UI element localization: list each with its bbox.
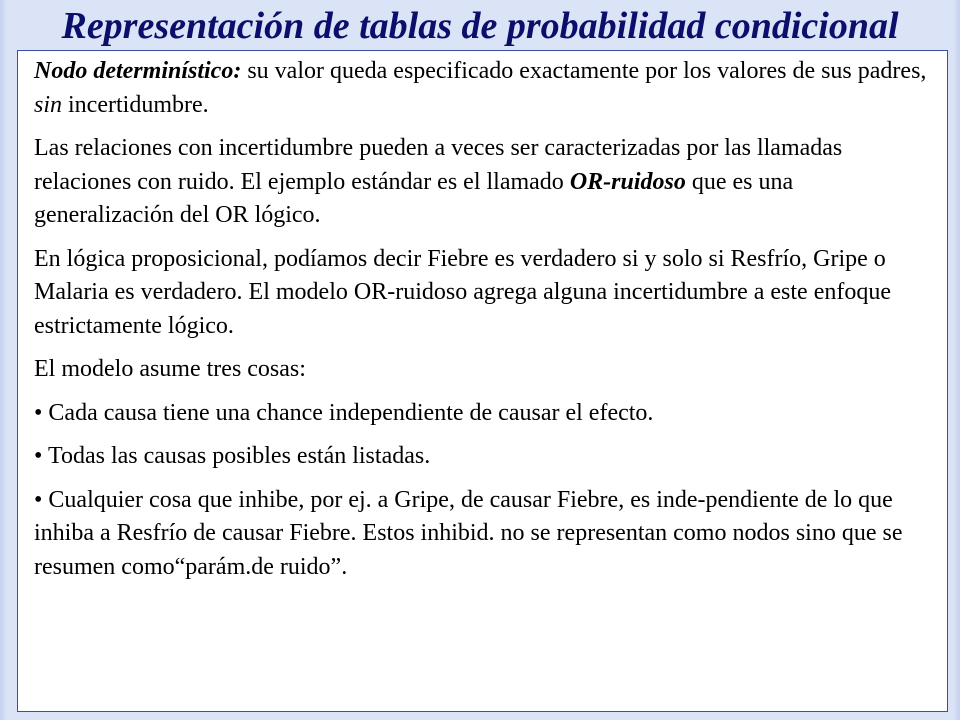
bullet-text: Cualquier cosa que inhibe, por ej. a Gripe, de causar Fiebre, es inde-pendiente de lo que inhiba a Resfrío de causar Fiebre. Estos inhibid. no se representan como nodos sino que se resumen como“parám.de ruido”.: [34, 486, 903, 580]
bullet-item-2: [34, 440, 933, 474]
bullet-mark: •: [34, 399, 49, 426]
bullet-mark: •: [34, 486, 49, 513]
p1-text-a: su valor queda especificado exactamente por los valores de sus padres,: [241, 58, 927, 84]
p2-text-b: que es una generalización del OR lógico.: [34, 168, 794, 228]
bullet-text: Todas las causas posibles están listadas.: [47, 443, 431, 469]
term-noisy-or: OR-ruidoso: [569, 168, 686, 195]
slide-title: Representación de tablas de probabilidad condicional: [61, 5, 899, 47]
paragraph-deterministic-node: [34, 55, 933, 122]
term-deterministic-node: Nodo determinístico:: [34, 58, 242, 84]
paragraph-propositional-logic: En lógica proposicional, podíamos decir Fiebre es verdadero si y solo si Resfrío, Gripe o Malaria es verdadero. El modelo OR-ruidoso agrega alguna incertidumbre a este enfoque estrictamente lógico.: [34, 245, 892, 339]
paragraph-noisy-relations: [34, 132, 933, 233]
p1-text-b: incertidumbre.: [62, 91, 209, 118]
paragraph-model-assumes: El modelo asume tres cosas:: [34, 356, 306, 382]
content-box: [17, 50, 948, 712]
p2-text-a: Las relaciones con incertidumbre pueden a veces ser caracterizadas por las llamadas relaciones con ruido. El ejemplo estándar es el llamado: [34, 135, 843, 195]
bullet-text: Cada causa tiene una chance independiente de causar el efecto.: [48, 399, 654, 426]
p1-emphasis: sin: [34, 91, 63, 118]
bullet-item-3: [34, 484, 933, 585]
bullet-mark: •: [34, 443, 48, 469]
bullet-item-1: [34, 397, 933, 431]
